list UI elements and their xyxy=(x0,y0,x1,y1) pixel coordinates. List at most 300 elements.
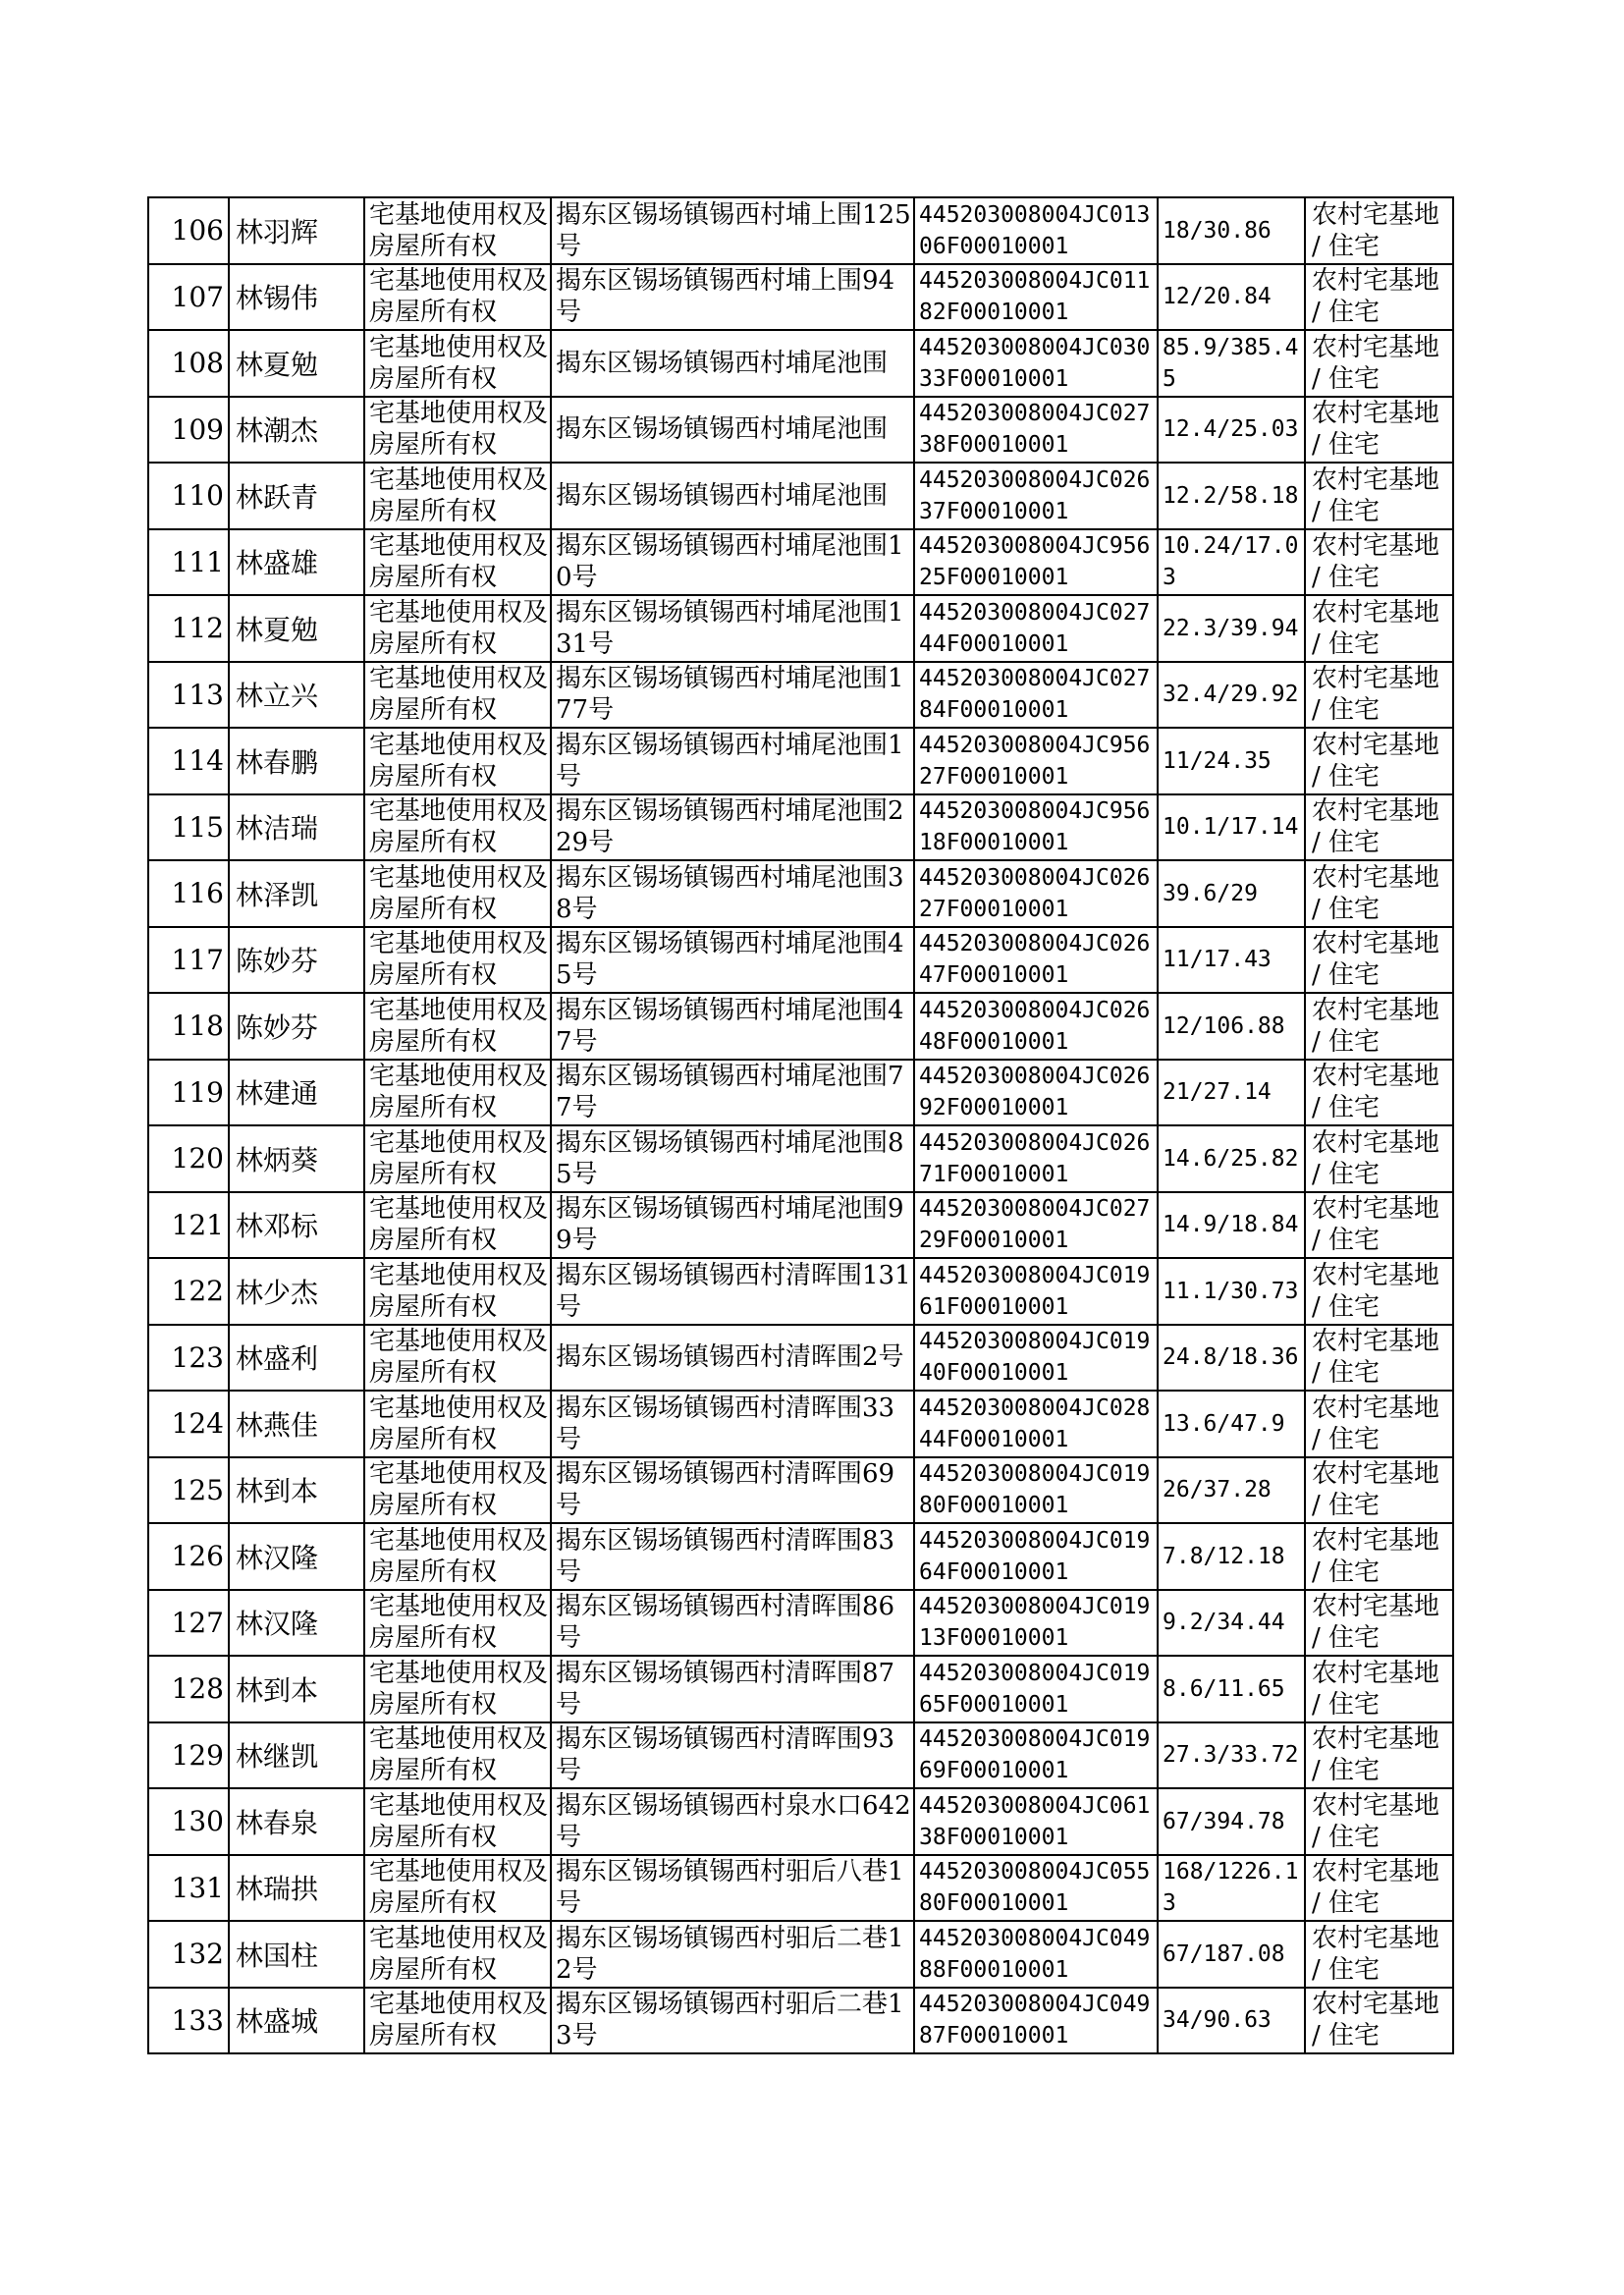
address-cell xyxy=(551,662,914,729)
address-cell xyxy=(551,397,914,464)
address-cell xyxy=(551,728,914,794)
row-number-text: 119 xyxy=(171,1075,224,1109)
unit-code-text: 445203008004JC02647F00010001 xyxy=(919,931,1151,989)
holder-name-text: 林汉隆 xyxy=(236,1608,319,1641)
address-text: 揭东区锡场镇锡西村埔上围94号 xyxy=(556,266,895,328)
area-cell xyxy=(1158,993,1305,1060)
area-text: 7.8/12.18 xyxy=(1163,1543,1285,1569)
area-cell xyxy=(1158,794,1305,861)
right-type-cell xyxy=(364,1590,551,1657)
land-use-cell xyxy=(1305,794,1453,861)
holder-name-cell xyxy=(229,1060,364,1126)
address-text: 揭东区锡场镇锡西村清晖围131号 xyxy=(556,1260,911,1322)
land-use-cell xyxy=(1305,1391,1453,1457)
unit-code-cell xyxy=(914,1656,1158,1722)
right-type-text: 宅基地使用权及房屋所有权 xyxy=(369,266,549,328)
area-cell xyxy=(1158,1921,1305,1988)
unit-code-text: 445203008004JC01964F00010001 xyxy=(919,1527,1151,1585)
row-number-text: 115 xyxy=(171,810,224,844)
area-text: 12.4/25.03 xyxy=(1163,416,1299,443)
table-row xyxy=(148,1060,1453,1126)
unit-code-cell xyxy=(914,1988,1158,2054)
row-number-cell xyxy=(148,529,229,596)
land-use-cell xyxy=(1305,1258,1453,1325)
address-text: 揭东区锡场镇锡西村驲后二巷13号 xyxy=(556,1990,904,2051)
holder-name-text: 林跃青 xyxy=(236,480,319,514)
area-text: 24.8/18.36 xyxy=(1163,1344,1299,1371)
row-number-text: 121 xyxy=(171,1208,224,1241)
area-text: 12/106.88 xyxy=(1163,1012,1285,1039)
address-cell xyxy=(551,1192,914,1259)
land-use-cell xyxy=(1305,993,1453,1060)
row-number-text: 118 xyxy=(171,1010,224,1043)
row-number-text: 124 xyxy=(171,1407,224,1441)
table-row xyxy=(148,860,1453,927)
row-number-cell xyxy=(148,1060,229,1126)
area-cell xyxy=(1158,860,1305,927)
area-cell xyxy=(1158,1855,1305,1922)
row-number-text: 133 xyxy=(171,2003,224,2037)
table-row xyxy=(148,662,1453,729)
land-use-cell xyxy=(1305,397,1453,464)
row-number-cell xyxy=(148,1855,229,1922)
row-number-text: 106 xyxy=(171,214,224,247)
area-cell xyxy=(1158,397,1305,464)
holder-name-cell xyxy=(229,595,364,662)
right-type-cell xyxy=(364,1921,551,1988)
unit-code-text: 445203008004JC01913F00010001 xyxy=(919,1594,1151,1652)
area-cell xyxy=(1158,197,1305,264)
land-use-cell xyxy=(1305,1855,1453,1922)
row-number-text: 130 xyxy=(171,1805,224,1838)
holder-name-cell xyxy=(229,993,364,1060)
land-use-text: 农村宅基地 / 住宅 xyxy=(1312,796,1440,858)
area-text: 26/37.28 xyxy=(1163,1477,1272,1503)
area-cell xyxy=(1158,463,1305,529)
holder-name-cell xyxy=(229,1258,364,1325)
table-row xyxy=(148,1192,1453,1259)
right-type-text: 宅基地使用权及房屋所有权 xyxy=(369,1790,549,1852)
area-cell xyxy=(1158,1590,1305,1657)
holder-name-text: 陈妙芬 xyxy=(236,945,319,978)
table-row xyxy=(148,794,1453,861)
land-use-text: 农村宅基地 / 住宅 xyxy=(1312,1393,1440,1454)
area-text: 168/1226.13 xyxy=(1163,1859,1299,1917)
unit-code-cell xyxy=(914,860,1158,927)
right-type-cell xyxy=(364,728,551,794)
row-number-text: 128 xyxy=(171,1672,224,1706)
unit-code-text: 445203008004JC06138F00010001 xyxy=(919,1792,1151,1850)
unit-code-cell xyxy=(914,1855,1158,1922)
area-cell xyxy=(1158,1523,1305,1590)
row-number-cell xyxy=(148,1258,229,1325)
land-use-cell xyxy=(1305,1060,1453,1126)
table-row xyxy=(148,1258,1453,1325)
area-text: 32.4/29.92 xyxy=(1163,682,1299,708)
record-sheet xyxy=(147,196,1452,2054)
unit-code-text: 445203008004JC02627F00010001 xyxy=(919,864,1151,922)
row-number-cell xyxy=(148,264,229,331)
address-text: 揭东区锡场镇锡西村驲后八巷1号 xyxy=(556,1857,904,1919)
row-number-cell xyxy=(148,1788,229,1855)
unit-code-cell xyxy=(914,1192,1158,1259)
row-number-text: 111 xyxy=(171,545,224,578)
address-text: 揭东区锡场镇锡西村埔尾池围 xyxy=(556,348,889,378)
unit-code-text: 445203008004JC02784F00010001 xyxy=(919,666,1151,724)
area-cell xyxy=(1158,728,1305,794)
holder-name-text: 林国柱 xyxy=(236,1939,319,1972)
area-cell xyxy=(1158,1656,1305,1722)
area-text: 14.9/18.84 xyxy=(1163,1212,1299,1238)
right-type-text: 宅基地使用权及房屋所有权 xyxy=(369,1923,549,1985)
address-text: 揭东区锡场镇锡西村埔尾池围85号 xyxy=(556,1127,904,1189)
land-use-cell xyxy=(1305,1722,1453,1789)
address-cell xyxy=(551,1788,914,1855)
holder-name-cell xyxy=(229,860,364,927)
holder-name-text: 林春泉 xyxy=(236,1806,319,1839)
right-type-text: 宅基地使用权及房屋所有权 xyxy=(369,199,549,261)
right-type-cell xyxy=(364,1855,551,1922)
address-cell xyxy=(551,1325,914,1392)
area-text: 34/90.63 xyxy=(1163,2007,1272,2034)
table-row xyxy=(148,264,1453,331)
holder-name-cell xyxy=(229,1391,364,1457)
table-body xyxy=(148,197,1453,2053)
holder-name-cell xyxy=(229,1192,364,1259)
table-row xyxy=(148,1457,1453,1524)
holder-name-cell xyxy=(229,794,364,861)
area-text: 12/20.84 xyxy=(1163,284,1272,310)
address-text: 揭东区锡场镇锡西村清晖围86号 xyxy=(556,1592,895,1654)
right-type-text: 宅基地使用权及房屋所有权 xyxy=(369,730,549,792)
table-row xyxy=(148,1325,1453,1392)
holder-name-cell xyxy=(229,728,364,794)
row-number-text: 122 xyxy=(171,1275,224,1308)
holder-name-text: 林炳葵 xyxy=(236,1143,319,1176)
row-number-cell xyxy=(148,662,229,729)
area-cell xyxy=(1158,1060,1305,1126)
address-text: 揭东区锡场镇锡西村埔尾池围1号 xyxy=(556,730,904,792)
right-type-text: 宅基地使用权及房屋所有权 xyxy=(369,862,549,924)
address-text: 揭东区锡场镇锡西村埔尾池围229号 xyxy=(556,796,904,858)
holder-name-text: 林瑞拱 xyxy=(236,1873,319,1906)
land-use-cell xyxy=(1305,860,1453,927)
table-row xyxy=(148,1722,1453,1789)
address-cell xyxy=(551,1523,914,1590)
holder-name-cell xyxy=(229,1457,364,1524)
area-text: 18/30.86 xyxy=(1163,217,1272,244)
land-use-cell xyxy=(1305,1523,1453,1590)
right-type-cell xyxy=(364,197,551,264)
address-text: 揭东区锡场镇锡西村埔尾池围131号 xyxy=(556,597,904,659)
area-text: 21/27.14 xyxy=(1163,1079,1272,1106)
address-text: 揭东区锡场镇锡西村清晖围93号 xyxy=(556,1724,895,1786)
unit-code-cell xyxy=(914,1258,1158,1325)
area-text: 13.6/47.9 xyxy=(1163,1410,1285,1437)
holder-name-cell xyxy=(229,1125,364,1192)
land-use-cell xyxy=(1305,1921,1453,1988)
right-type-text: 宅基地使用权及房屋所有权 xyxy=(369,1990,549,2051)
right-type-cell xyxy=(364,463,551,529)
land-use-cell xyxy=(1305,529,1453,596)
unit-code-cell xyxy=(914,1788,1158,1855)
table-row xyxy=(148,728,1453,794)
right-type-text: 宅基地使用权及房屋所有权 xyxy=(369,597,549,659)
row-number-text: 131 xyxy=(171,1871,224,1904)
holder-name-text: 林盛城 xyxy=(236,2005,319,2039)
table-row xyxy=(148,927,1453,994)
area-cell xyxy=(1158,1391,1305,1457)
table-row xyxy=(148,463,1453,529)
area-text: 11.1/30.73 xyxy=(1163,1278,1299,1304)
row-number-cell xyxy=(148,794,229,861)
table-row xyxy=(148,1590,1453,1657)
area-cell xyxy=(1158,1125,1305,1192)
land-use-text: 农村宅基地 / 住宅 xyxy=(1312,266,1440,328)
row-number-text: 114 xyxy=(171,744,224,778)
holder-name-text: 林泽凯 xyxy=(236,878,319,911)
right-type-cell xyxy=(364,927,551,994)
unit-code-text: 445203008004JC01940F00010001 xyxy=(919,1329,1151,1387)
address-cell xyxy=(551,1921,914,1988)
land-use-text: 农村宅基地 / 住宅 xyxy=(1312,399,1440,461)
row-number-cell xyxy=(148,860,229,927)
unit-code-cell xyxy=(914,1921,1158,1988)
holder-name-text: 林立兴 xyxy=(236,680,319,713)
land-use-text: 农村宅基地 / 住宅 xyxy=(1312,664,1440,726)
land-use-cell xyxy=(1305,1125,1453,1192)
address-cell xyxy=(551,1391,914,1457)
unit-code-text: 445203008004JC04988F00010001 xyxy=(919,1925,1151,1983)
table-row xyxy=(148,529,1453,596)
right-type-text: 宅基地使用权及房屋所有权 xyxy=(369,1658,549,1720)
holder-name-text: 林建通 xyxy=(236,1077,319,1111)
right-type-cell xyxy=(364,860,551,927)
right-type-cell xyxy=(364,397,551,464)
address-cell xyxy=(551,1258,914,1325)
holder-name-cell xyxy=(229,330,364,397)
row-number-cell xyxy=(148,197,229,264)
address-text: 揭东区锡场镇锡西村清晖围33号 xyxy=(556,1393,895,1454)
holder-name-cell xyxy=(229,1656,364,1722)
row-number-cell xyxy=(148,1590,229,1657)
right-type-cell xyxy=(364,1060,551,1126)
land-use-cell xyxy=(1305,264,1453,331)
holder-name-cell xyxy=(229,397,364,464)
right-type-cell xyxy=(364,993,551,1060)
area-cell xyxy=(1158,662,1305,729)
table-row xyxy=(148,1921,1453,1988)
row-number-cell xyxy=(148,330,229,397)
area-cell xyxy=(1158,1457,1305,1524)
row-number-cell xyxy=(148,1391,229,1457)
area-text: 27.3/33.72 xyxy=(1163,1742,1299,1769)
right-type-text: 宅基地使用权及房屋所有权 xyxy=(369,1857,549,1919)
table-row xyxy=(148,1788,1453,1855)
row-number-cell xyxy=(148,1523,229,1590)
row-number-text: 117 xyxy=(171,943,224,976)
area-cell xyxy=(1158,927,1305,994)
right-type-cell xyxy=(364,1258,551,1325)
unit-code-text: 445203008004JC01306F00010001 xyxy=(919,201,1151,259)
area-cell xyxy=(1158,1788,1305,1855)
area-text: 11/17.43 xyxy=(1163,947,1272,973)
row-number-cell xyxy=(148,728,229,794)
land-use-text: 农村宅基地 / 住宅 xyxy=(1312,1459,1440,1521)
holder-name-text: 林汉隆 xyxy=(236,1541,319,1574)
unit-code-text: 445203008004JC05580F00010001 xyxy=(919,1859,1151,1917)
holder-name-cell xyxy=(229,1590,364,1657)
right-type-cell xyxy=(364,1192,551,1259)
address-text: 揭东区锡场镇锡西村清晖围83号 xyxy=(556,1525,895,1587)
unit-code-cell xyxy=(914,330,1158,397)
row-number-cell xyxy=(148,463,229,529)
area-text: 10.24/17.03 xyxy=(1163,533,1299,591)
address-cell xyxy=(551,1457,914,1524)
area-text: 9.2/34.44 xyxy=(1163,1610,1285,1636)
address-text: 揭东区锡场镇锡西村埔尾池围47号 xyxy=(556,995,904,1057)
unit-code-text: 445203008004JC02648F00010001 xyxy=(919,997,1151,1055)
right-type-cell xyxy=(364,1656,551,1722)
unit-code-text: 445203008004JC95627F00010001 xyxy=(919,732,1151,790)
address-text: 揭东区锡场镇锡西村埔尾池围 xyxy=(556,414,889,445)
area-cell xyxy=(1158,264,1305,331)
right-type-text: 宅基地使用权及房屋所有权 xyxy=(369,464,549,526)
holder-name-cell xyxy=(229,662,364,729)
unit-code-cell xyxy=(914,1125,1158,1192)
land-use-text: 农村宅基地 / 住宅 xyxy=(1312,1990,1440,2051)
row-number-text: 132 xyxy=(171,1938,224,1971)
row-number-cell xyxy=(148,397,229,464)
right-type-text: 宅基地使用权及房屋所有权 xyxy=(369,1194,549,1256)
holder-name-text: 林到本 xyxy=(236,1475,319,1508)
row-number-cell xyxy=(148,1457,229,1524)
land-use-cell xyxy=(1305,1656,1453,1722)
table-row xyxy=(148,1523,1453,1590)
table-row xyxy=(148,993,1453,1060)
table-row xyxy=(148,595,1453,662)
address-text: 揭东区锡场镇锡西村驲后二巷12号 xyxy=(556,1923,904,1985)
row-number-cell xyxy=(148,1722,229,1789)
land-use-text: 农村宅基地 / 住宅 xyxy=(1312,1724,1440,1786)
address-text: 揭东区锡场镇锡西村埔尾池围38号 xyxy=(556,862,904,924)
area-text: 22.3/39.94 xyxy=(1163,615,1299,641)
unit-code-text: 445203008004JC02671F00010001 xyxy=(919,1129,1151,1187)
land-use-cell xyxy=(1305,595,1453,662)
address-text: 揭东区锡场镇锡西村清晖围2号 xyxy=(556,1342,904,1373)
unit-code-cell xyxy=(914,1590,1158,1657)
area-text: 12.2/58.18 xyxy=(1163,482,1299,509)
row-number-cell xyxy=(148,1192,229,1259)
table-row xyxy=(148,397,1453,464)
table-row xyxy=(148,330,1453,397)
row-number-cell xyxy=(148,1125,229,1192)
table-row xyxy=(148,1656,1453,1722)
unit-code-cell xyxy=(914,1060,1158,1126)
holder-name-cell xyxy=(229,1988,364,2054)
unit-code-cell xyxy=(914,529,1158,596)
row-number-text: 112 xyxy=(171,612,224,645)
unit-code-text: 445203008004JC02844F00010001 xyxy=(919,1394,1151,1452)
unit-code-cell xyxy=(914,197,1158,264)
address-text: 揭东区锡场镇锡西村埔尾池围99号 xyxy=(556,1194,904,1256)
area-text: 10.1/17.14 xyxy=(1163,814,1299,841)
address-text: 揭东区锡场镇锡西村埔上围125号 xyxy=(556,199,911,261)
land-use-text: 农村宅基地 / 住宅 xyxy=(1312,464,1440,526)
area-text: 67/394.78 xyxy=(1163,1808,1285,1834)
unit-code-text: 445203008004JC01965F00010001 xyxy=(919,1660,1151,1718)
land-use-text: 农村宅基地 / 住宅 xyxy=(1312,1592,1440,1654)
unit-code-cell xyxy=(914,397,1158,464)
unit-code-text: 445203008004JC02637F00010001 xyxy=(919,466,1151,524)
land-use-cell xyxy=(1305,927,1453,994)
holder-name-text: 林潮杰 xyxy=(236,414,319,448)
right-type-cell xyxy=(364,1988,551,2054)
holder-name-cell xyxy=(229,529,364,596)
unit-code-cell xyxy=(914,1523,1158,1590)
unit-code-text: 445203008004JC02744F00010001 xyxy=(919,599,1151,657)
unit-code-cell xyxy=(914,1391,1158,1457)
land-use-cell xyxy=(1305,1988,1453,2054)
address-text: 揭东区锡场镇锡西村清晖围87号 xyxy=(556,1658,895,1720)
property-table xyxy=(147,196,1454,2054)
right-type-cell xyxy=(364,1325,551,1392)
unit-code-cell xyxy=(914,662,1158,729)
row-number-text: 125 xyxy=(171,1473,224,1506)
holder-name-cell xyxy=(229,463,364,529)
address-cell xyxy=(551,330,914,397)
address-cell xyxy=(551,1590,914,1657)
address-cell xyxy=(551,1988,914,2054)
holder-name-text: 林洁瑞 xyxy=(236,812,319,846)
area-text: 8.6/11.65 xyxy=(1163,1675,1285,1702)
land-use-cell xyxy=(1305,1788,1453,1855)
row-number-text: 107 xyxy=(171,280,224,313)
address-cell xyxy=(551,1855,914,1922)
land-use-text: 农村宅基地 / 住宅 xyxy=(1312,995,1440,1057)
right-type-text: 宅基地使用权及房屋所有权 xyxy=(369,1459,549,1521)
address-cell xyxy=(551,794,914,861)
address-cell xyxy=(551,993,914,1060)
holder-name-cell xyxy=(229,1325,364,1392)
address-cell xyxy=(551,1125,914,1192)
holder-name-text: 林盛利 xyxy=(236,1342,319,1376)
holder-name-text: 林羽辉 xyxy=(236,215,319,248)
land-use-text: 农村宅基地 / 住宅 xyxy=(1312,199,1440,261)
row-number-text: 116 xyxy=(171,877,224,910)
right-type-cell xyxy=(364,794,551,861)
row-number-cell xyxy=(148,993,229,1060)
address-cell xyxy=(551,264,914,331)
row-number-text: 108 xyxy=(171,347,224,380)
land-use-text: 农村宅基地 / 住宅 xyxy=(1312,531,1440,593)
land-use-text: 农村宅基地 / 住宅 xyxy=(1312,1062,1440,1123)
unit-code-cell xyxy=(914,1457,1158,1524)
holder-name-cell xyxy=(229,1921,364,1988)
land-use-text: 农村宅基地 / 住宅 xyxy=(1312,1327,1440,1389)
row-number-cell xyxy=(148,1325,229,1392)
unit-code-text: 445203008004JC01969F00010001 xyxy=(919,1726,1151,1784)
row-number-cell xyxy=(148,595,229,662)
unit-code-cell xyxy=(914,794,1158,861)
address-text: 揭东区锡场镇锡西村埔尾池围45号 xyxy=(556,929,904,991)
address-cell xyxy=(551,927,914,994)
right-type-text: 宅基地使用权及房屋所有权 xyxy=(369,1393,549,1454)
right-type-cell xyxy=(364,1125,551,1192)
holder-name-text: 林到本 xyxy=(236,1673,319,1707)
land-use-text: 农村宅基地 / 住宅 xyxy=(1312,597,1440,659)
area-text: 14.6/25.82 xyxy=(1163,1145,1299,1172)
